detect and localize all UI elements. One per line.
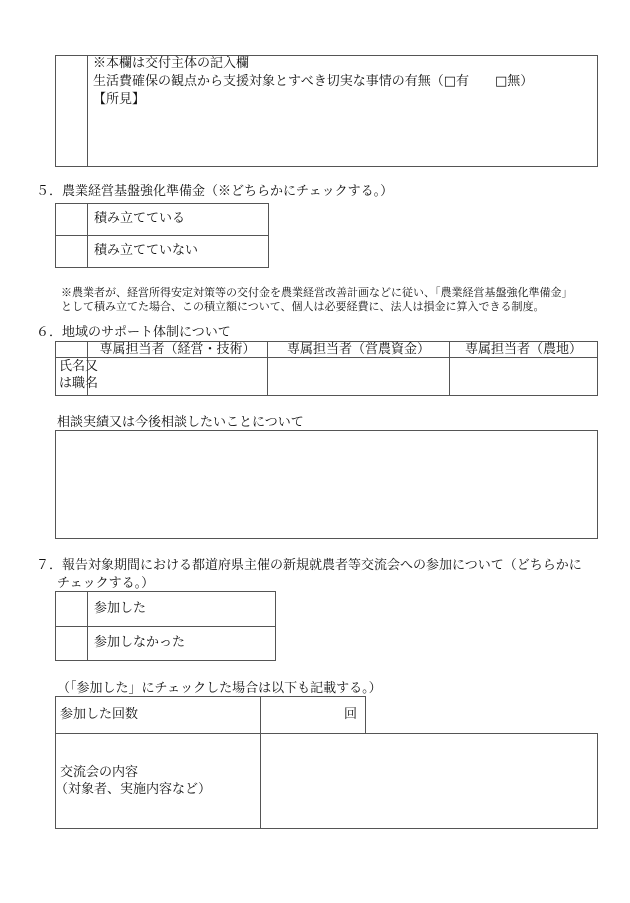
section6-heading: ６．地域のサポート体制について [36,325,231,340]
section7-heading-cont: チェックする。） [57,576,155,591]
content-label: 交流会の内容 [60,765,139,780]
content-label-sub: （対象者、実施内容など） [55,782,212,797]
assessment-note: ※本欄は交付主体の記入欄 [93,56,250,71]
divider [87,55,88,167]
column-header-funding: 専属担当者（営農資金） [286,342,430,357]
section5-note-line: ※農業者が、経営所得安定対策等の交付金を農業経営改善計画などに従い、「農業経営基盤強化準備金」 [61,286,573,299]
checkbox-cell-reserved[interactable] [56,204,87,235]
input-management[interactable] [88,358,267,395]
option-reserved: 積み立てている [94,211,186,226]
assessment-question: 生活費確保の観点から支援対象とすべき切実な事情の有無（□有 □無） [93,74,534,89]
consult-label: 相談実績又は今後相談したいことについて [57,415,304,430]
count-label: 参加した回数 [60,707,139,722]
input-funding[interactable] [268,358,449,395]
count-unit: 回 [344,707,358,722]
checkbox-cell-attended[interactable] [56,592,87,626]
content-textarea[interactable] [261,734,597,828]
section5-heading: ５．農業経営基盤強化準備金（※どちらかにチェックする。） [36,184,394,199]
checkbox-cell-not-reserved[interactable] [56,236,87,267]
section7-heading: ７．報告対象期間における都道府県主催の新規就農者等交流会への参加について（どちらかに [36,558,582,573]
divider [87,591,88,661]
row-label: 氏名又 [59,359,99,374]
column-header-farmland: 専属担当者（農地） [464,342,582,357]
option-not-attended: 参加しなかった [94,635,186,650]
column-header-management: 専属担当者（経営・技術） [99,342,256,357]
option-attended: 参加した [94,601,147,616]
divider [87,203,88,268]
opinion-label: 【所見】 [93,92,146,107]
row-label: は職名 [59,376,99,391]
checkbox-cell-not-attended[interactable] [56,627,87,660]
consult-textarea[interactable] [55,430,598,539]
input-farmland[interactable] [450,358,597,395]
followup-note: （「参加した」にチェックした場合は以下も記載する。） [57,681,382,696]
section5-note-line: として積み立てた場合、この積立額について、個人は必要経費に、法人は損金に算入できる制度。 [61,300,545,313]
option-not-reserved: 積み立てていない [94,243,199,258]
divider [55,626,276,627]
